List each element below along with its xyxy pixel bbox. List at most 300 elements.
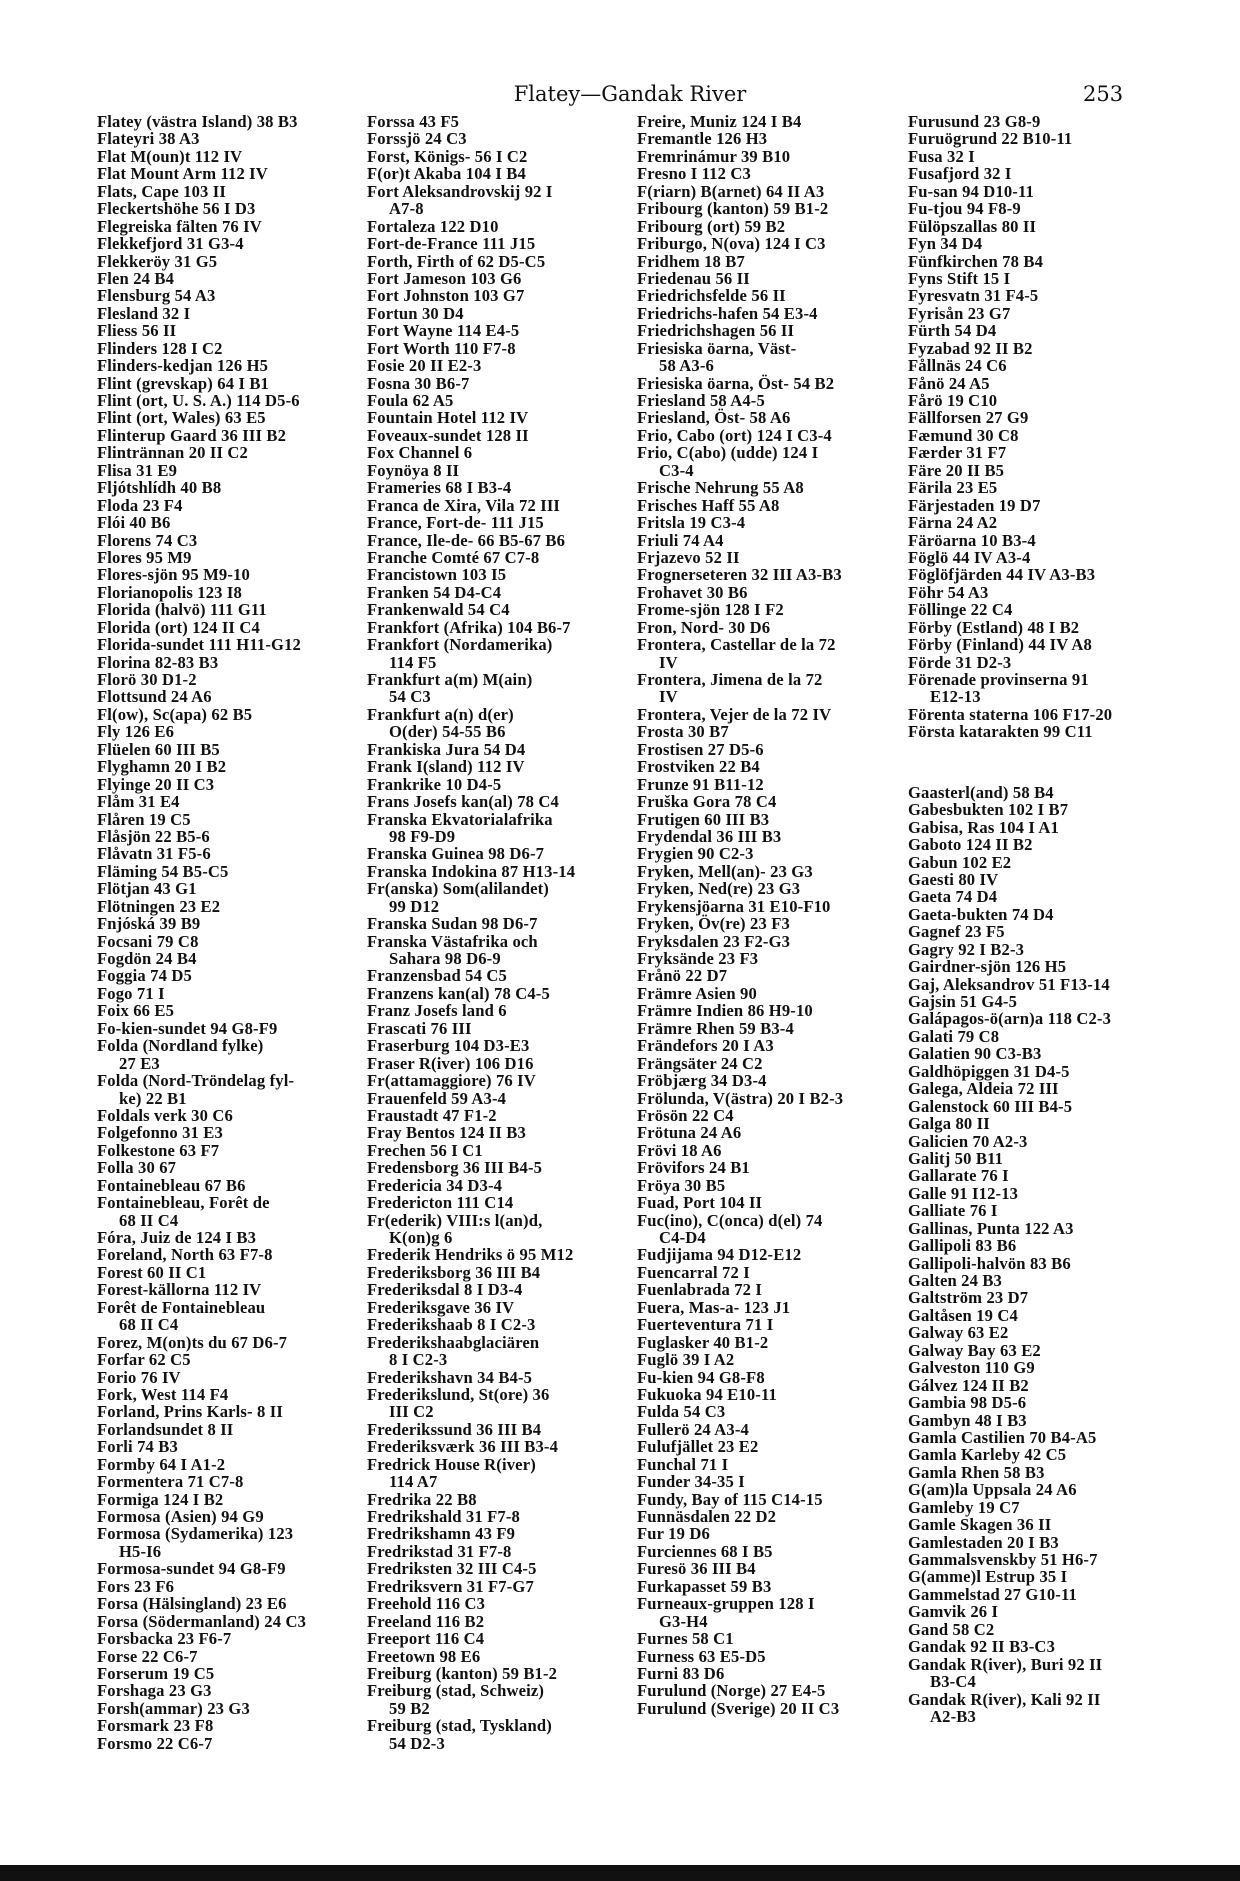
index-entry xyxy=(637,584,909,601)
index-entry-text: Flötningen 23 E2 xyxy=(97,896,221,916)
page-number: 253 xyxy=(1083,82,1124,106)
index-entry-text: Forssa 43 F5 xyxy=(367,112,460,131)
index-entry-text: F(or)t Akaba 104 I B4 xyxy=(367,164,526,184)
index-entry-text: Frankfort (Nordamerika) xyxy=(367,635,553,655)
index-entry xyxy=(637,340,909,375)
index-entry xyxy=(97,741,369,758)
index-entry xyxy=(908,671,1180,706)
index-entry xyxy=(97,1369,369,1386)
index-entry xyxy=(637,322,909,339)
index-entry-text: Fleckertshöhe 56 I D3 xyxy=(97,199,256,219)
index-entry xyxy=(367,1508,639,1525)
index-entry-text: Galliate 76 I xyxy=(908,1201,998,1221)
index-entry-text: Frameries 68 I B3-4 xyxy=(367,478,512,498)
index-entry xyxy=(637,253,909,270)
index-entry-text: Fritsla 19 C3-4 xyxy=(637,513,746,533)
index-entry xyxy=(908,200,1180,217)
index-entry xyxy=(637,479,909,496)
index-entry xyxy=(637,671,909,706)
index-entry-text: Frognerseteren 32 III A3-B3 xyxy=(637,565,842,585)
index-entry xyxy=(637,1665,909,1682)
index-entry xyxy=(367,1525,639,1542)
index-entry-continuation: 98 F9-D9 xyxy=(389,826,456,846)
index-entry xyxy=(367,1456,639,1491)
index-entry-text: Frio, Cabo (ort) 124 I C3-4 xyxy=(637,425,832,445)
index-entry xyxy=(908,1063,1180,1080)
index-entry-text: Fredrikstad 31 F7-8 xyxy=(367,1541,512,1561)
index-entry-text: Forserum 19 C5 xyxy=(97,1663,215,1683)
index-entry-text: Fogo 71 I xyxy=(97,983,165,1003)
index-entry xyxy=(908,532,1180,549)
index-entry-continuation: O(der) 54-55 B6 xyxy=(389,722,506,742)
index-entry xyxy=(97,1438,369,1455)
index-entry-text: Gabesbukten 102 I B7 xyxy=(908,800,1069,820)
index-entry-text: Gallarate 76 I xyxy=(908,1166,1009,1186)
index-entry-text: Färna 24 A2 xyxy=(908,513,998,533)
index-entry xyxy=(908,976,1180,993)
scan-border xyxy=(0,1865,1240,1881)
index-entry xyxy=(97,340,369,357)
index-entry-text: Gaj, Aleksandrov 51 F13-14 xyxy=(908,974,1110,994)
index-entry xyxy=(637,741,909,758)
index-entry-text: Fort Johnston 103 G7 xyxy=(367,286,525,306)
index-entry-text: Fu-kien 94 G8-F8 xyxy=(637,1367,765,1387)
index-entry xyxy=(97,880,369,897)
index-entry xyxy=(908,1656,1180,1691)
index-entry-text: Galega, Aldeia 72 III xyxy=(908,1079,1059,1099)
index-entry-text: Flatey (västra Island) 38 B3 xyxy=(97,112,298,131)
index-entry-text: Foldals verk 30 C6 xyxy=(97,1105,233,1125)
index-entry-text: Gálvez 124 II B2 xyxy=(908,1375,1029,1395)
index-entry xyxy=(637,758,909,775)
index-entry-text: Fläming 54 B5-C5 xyxy=(97,861,229,881)
index-entry-text: Frome-sjön 128 I F2 xyxy=(637,600,784,620)
index-entry xyxy=(908,1045,1180,1062)
index-entry xyxy=(908,1289,1180,1306)
index-entry-text: Fürth 54 D4 xyxy=(908,321,997,341)
index-entry xyxy=(908,871,1180,888)
index-entry xyxy=(637,532,909,549)
index-entry-text: Färe 20 II B5 xyxy=(908,460,1005,480)
index-entry xyxy=(367,1543,639,1560)
index-entry-text: Freeland 116 B2 xyxy=(367,1611,485,1631)
index-entry-text: Frövi 18 A6 xyxy=(637,1140,722,1160)
index-entry xyxy=(367,497,639,514)
index-entry xyxy=(367,532,639,549)
index-entry xyxy=(367,758,639,775)
index-entry-text: Frische Nehrung 55 A8 xyxy=(637,478,804,498)
index-entry-text: Fudjijama 94 D12-E12 xyxy=(637,1245,802,1265)
index-entry xyxy=(637,1177,909,1194)
index-entry-text: Foggia 74 D5 xyxy=(97,966,192,986)
index-entry xyxy=(367,479,639,496)
index-entry-text: Færder 31 F7 xyxy=(908,443,1007,463)
index-entry-continuation: C3-4 xyxy=(659,460,694,480)
index-entry xyxy=(367,1717,639,1752)
index-entry-continuation: 114 A7 xyxy=(389,1472,438,1492)
index-entry-continuation: A2-B3 xyxy=(930,1706,976,1726)
index-entry xyxy=(908,409,1180,426)
index-entry-text: Forshaga 23 G3 xyxy=(97,1681,212,1701)
index-entry xyxy=(367,1334,639,1369)
index-entry-text: Frohavet 30 B6 xyxy=(637,582,748,602)
index-entry-text: Frölunda, V(ästra) 20 I B2-3 xyxy=(637,1088,844,1108)
index-entry xyxy=(637,1264,909,1281)
index-entry-text: Fünfkirchen 78 B4 xyxy=(908,251,1044,271)
index-entry-text: Fredrika 22 B8 xyxy=(367,1489,477,1509)
index-entry-text: Friesiska öarna, Väst- xyxy=(637,338,797,358)
index-entry-text: Frosta 30 B7 xyxy=(637,722,729,742)
index-entry-text: Gaasterl(and) 58 B4 xyxy=(908,782,1054,802)
index-entry xyxy=(367,636,639,671)
index-entry xyxy=(908,1638,1180,1655)
index-entry-text: Forsa (Södermanland) 24 C3 xyxy=(97,1611,307,1631)
index-entry-text: Gabisa, Ras 104 I A1 xyxy=(908,817,1059,837)
index-entry xyxy=(367,148,639,165)
index-entry-text: Fogdön 24 B4 xyxy=(97,949,197,968)
index-entry xyxy=(637,375,909,392)
index-entry xyxy=(637,933,909,950)
index-entry-text: Galtström 23 D7 xyxy=(908,1288,1029,1308)
index-entry-text: Föglö 44 IV A3-4 xyxy=(908,547,1031,567)
index-entry-text: Galga 80 II xyxy=(908,1114,990,1134)
index-entry xyxy=(367,985,639,1002)
index-entry-text: Folla 30 67 xyxy=(97,1158,177,1178)
index-entry-continuation: IV xyxy=(659,687,678,707)
index-entry-text: Fortun 30 D4 xyxy=(367,303,464,323)
index-entry-text: Förenta staterna 106 F17-20 xyxy=(908,704,1113,724)
index-entry xyxy=(97,218,369,235)
index-entry xyxy=(908,784,1180,801)
index-entry xyxy=(637,392,909,409)
index-entry-continuation: A7-8 xyxy=(389,199,424,219)
index-entry-continuation: K(on)g 6 xyxy=(389,1228,453,1247)
index-entry xyxy=(637,1630,909,1647)
index-entry-text: Franzens kan(al) 78 C4-5 xyxy=(367,983,550,1003)
index-entry xyxy=(367,253,639,270)
index-entry-text: Galdhöpiggen 31 D4-5 xyxy=(908,1061,1070,1081)
index-entry-text: Färjestaden 19 D7 xyxy=(908,495,1041,515)
index-entry-text: Foveaux-sundet 128 II xyxy=(367,425,529,445)
index-entry xyxy=(367,1665,639,1682)
index-entry-text: Fork, West 114 F4 xyxy=(97,1384,229,1404)
index-entry xyxy=(637,444,909,479)
index-entry-text: Franska Sudan 98 D6-7 xyxy=(367,914,538,934)
index-entry xyxy=(367,1299,639,1316)
index-entry-text: Fusa 32 I xyxy=(908,146,975,166)
index-entry xyxy=(97,1578,369,1595)
index-entry-text: Floda 23 F4 xyxy=(97,495,183,515)
index-entry-text: Freire, Muniz 124 I B4 xyxy=(637,112,802,131)
index-entry-text: Frankiska Jura 54 D4 xyxy=(367,739,526,759)
index-entry xyxy=(908,1551,1180,1568)
index-entry-text: Fredrick House R(iver) xyxy=(367,1454,536,1474)
index-entry-text: Föglöfjärden 44 IV A3-B3 xyxy=(908,565,1096,585)
index-entry xyxy=(97,1735,369,1752)
index-entry xyxy=(97,793,369,810)
index-entry-text: Fosna 30 B6-7 xyxy=(367,373,470,393)
index-entry-text: Focsani 79 C8 xyxy=(97,931,199,951)
index-entry xyxy=(367,1002,639,1019)
index-entry xyxy=(637,1281,909,1298)
index-entry-text: Fröya 30 B5 xyxy=(637,1175,726,1195)
index-entry xyxy=(908,1307,1180,1324)
index-entry-text: Fæmund 30 C8 xyxy=(908,425,1019,445)
index-entry xyxy=(367,1421,639,1438)
index-entry xyxy=(97,1020,369,1037)
index-entry-text: Franz Josefs land 6 xyxy=(367,1001,507,1021)
index-entry-text: Frånö 22 D7 xyxy=(637,966,728,986)
index-entry xyxy=(637,409,909,426)
index-entry xyxy=(908,1534,1180,1551)
index-entry-text: Föhr 54 A3 xyxy=(908,582,989,602)
index-entry-text: Fuera, Mas-a- 123 J1 xyxy=(637,1297,791,1317)
index-entry-text: Frontera, Jimena de la 72 xyxy=(637,670,823,689)
index-entry xyxy=(367,933,639,968)
index-entry xyxy=(367,1281,639,1298)
index-entry-text: Forsbacka 23 F6-7 xyxy=(97,1629,232,1649)
index-entry xyxy=(908,462,1180,479)
index-entry xyxy=(367,235,639,252)
index-entry-text: Främre Indien 86 H9-10 xyxy=(637,1001,813,1021)
index-entry xyxy=(908,287,1180,304)
index-entry xyxy=(637,113,909,130)
index-entry xyxy=(637,880,909,897)
index-entry-text: Florida-sundet 111 H11-G12 xyxy=(97,635,301,655)
index-entry xyxy=(97,1334,369,1351)
index-entry-text: Gamlestaden 20 I B3 xyxy=(908,1532,1059,1552)
index-entry xyxy=(97,200,369,217)
index-entry-text: Färöarna 10 B3-4 xyxy=(908,530,1036,550)
index-entry-text: Fredensborg 36 III B4-5 xyxy=(367,1158,543,1178)
index-entry xyxy=(637,723,909,740)
index-entry xyxy=(908,706,1180,723)
index-entry-text: Fo-kien-sundet 94 G8-F9 xyxy=(97,1018,278,1038)
index-entry xyxy=(97,619,369,636)
index-entry-text: Flinders-kedjan 126 H5 xyxy=(97,356,269,376)
index-entry-continuation: IV xyxy=(659,652,678,672)
index-entry xyxy=(97,165,369,182)
index-entry-text: Freetown 98 E6 xyxy=(367,1646,481,1666)
index-entry-text: Föllinge 22 C4 xyxy=(908,600,1013,620)
index-entry xyxy=(367,845,639,862)
index-entry xyxy=(367,967,639,984)
index-entry xyxy=(908,1446,1180,1463)
index-entry-text: Folda (Nordland fylke) xyxy=(97,1036,264,1056)
index-entry xyxy=(97,1142,369,1159)
index-entry-text: F(riarn) B(arnet) 64 II A3 xyxy=(637,181,825,201)
index-entry-continuation: III C2 xyxy=(389,1402,434,1422)
index-entry-text: Foix 66 E5 xyxy=(97,1001,175,1021)
index-entry-text: Galenstock 60 III B4-5 xyxy=(908,1096,1073,1116)
index-entry-text: Gammalsvenskby 51 H6-7 xyxy=(908,1550,1098,1569)
index-entry xyxy=(637,1648,909,1665)
index-entry xyxy=(367,375,639,392)
index-entry xyxy=(97,1525,369,1560)
index-entry-text: Formby 64 I A1-2 xyxy=(97,1454,226,1474)
index-entry xyxy=(367,409,639,426)
index-entry xyxy=(637,619,909,636)
index-entry xyxy=(637,130,909,147)
index-entry-continuation: 59 B2 xyxy=(389,1698,430,1718)
index-entry xyxy=(97,462,369,479)
index-entry-continuation: 58 A3-6 xyxy=(659,356,714,376)
index-entry xyxy=(367,287,639,304)
index-entry-text: Furneaux-gruppen 128 I xyxy=(637,1594,815,1614)
index-entry xyxy=(97,392,369,409)
index-entry-text: Formentera 71 C7-8 xyxy=(97,1472,244,1492)
index-entry-text: Florianopolis 123 I8 xyxy=(97,582,242,602)
index-entry-text: Forsh(ammar) 23 G3 xyxy=(97,1698,250,1718)
index-entry-text: Frankfurt a(n) d(er) xyxy=(367,704,514,724)
index-entry xyxy=(637,497,909,514)
index-entry-text: Fu-san 94 D10-11 xyxy=(908,181,1034,201)
index-entry xyxy=(97,1421,369,1438)
index-entry-text: Fr(attamaggiore) 76 IV xyxy=(367,1071,536,1091)
index-entry-text: Galicien 70 A2-3 xyxy=(908,1131,1028,1151)
index-entry-text: G(amme)l Estrup 35 I xyxy=(908,1567,1068,1587)
index-entry xyxy=(367,340,639,357)
index-entry xyxy=(637,1194,909,1211)
index-entry-text: Fort Wayne 114 E4-5 xyxy=(367,321,520,341)
index-entry-text: Förde 31 D2-3 xyxy=(908,652,1012,672)
index-entry-text: Fyns Stift 15 I xyxy=(908,268,1011,288)
index-entry xyxy=(97,1508,369,1525)
index-entry xyxy=(367,113,639,130)
index-entry xyxy=(637,1560,909,1577)
index-entry-text: Fulda 54 C3 xyxy=(637,1402,726,1422)
index-entry-text: Furulund (Norge) 27 E4-5 xyxy=(637,1681,826,1701)
index-entry xyxy=(367,444,639,461)
index-entry xyxy=(908,235,1180,252)
index-entry-text: Franken 54 D4-C4 xyxy=(367,582,502,602)
index-entry-text: Flores-sjön 95 M9-10 xyxy=(97,565,250,585)
index-entry-text: Fox Channel 6 xyxy=(367,443,473,463)
index-entry xyxy=(637,305,909,322)
index-entry-text: Främre Asien 90 xyxy=(637,983,757,1003)
index-entry-text: Galle 91 I12-13 xyxy=(908,1183,1019,1203)
index-entry-text: Gamleby 19 C7 xyxy=(908,1497,1020,1517)
index-entry xyxy=(637,1107,909,1124)
index-entry-text: Forsmo 22 C6-7 xyxy=(97,1733,213,1753)
index-entry-text: Första katarakten 99 C11 xyxy=(908,722,1093,742)
index-entry xyxy=(908,1167,1180,1184)
index-entry xyxy=(97,1630,369,1647)
index-entry xyxy=(97,305,369,322)
index-entry xyxy=(97,1456,369,1473)
index-entry xyxy=(908,1499,1180,1516)
index-entry-text: Flesland 32 I xyxy=(97,303,191,323)
index-entry xyxy=(97,1613,369,1630)
index-entry-text: Fóra, Juiz de 124 I B3 xyxy=(97,1228,257,1247)
index-entry-text: France, Fort-de- 111 J15 xyxy=(367,513,544,533)
index-entry-text: Furnes 58 C1 xyxy=(637,1629,734,1649)
index-entry-text: Frydendal 36 III B3 xyxy=(637,826,782,846)
index-entry xyxy=(637,514,909,531)
index-entry xyxy=(637,1212,909,1247)
index-entry-text: Forssjö 24 C3 xyxy=(367,129,467,149)
index-entry-text: Fryken, Öv(re) 23 F3 xyxy=(637,914,790,934)
index-entry xyxy=(367,706,639,741)
index-entry xyxy=(637,1543,909,1560)
index-entry xyxy=(367,183,639,218)
index-entry-text: Frio, C(abo) (udde) 124 I xyxy=(637,443,819,463)
index-entry xyxy=(367,270,639,287)
index-entry-text: Forli 74 B3 xyxy=(97,1437,178,1457)
index-entry xyxy=(97,1124,369,1141)
index-entry-text: Flüelen 60 III B5 xyxy=(97,739,220,759)
index-entry xyxy=(908,1377,1180,1394)
index-entry xyxy=(97,183,369,200)
index-entry-text: Forest 60 II C1 xyxy=(97,1262,207,1282)
index-entry-text: Forio 76 IV xyxy=(97,1367,181,1387)
index-entry xyxy=(908,1691,1180,1726)
index-entry-text: Fresno I 112 C3 xyxy=(637,164,751,184)
index-entry xyxy=(637,811,909,828)
index-entry-text: Frontera, Castellar de la 72 xyxy=(637,635,836,655)
index-entry-text: Frederiksborg 36 III B4 xyxy=(367,1262,541,1282)
index-entry xyxy=(367,880,639,915)
index-entry xyxy=(367,671,639,706)
index-entry-text: Frederikshaabglaciären xyxy=(367,1332,540,1352)
index-entry-continuation: 68 II C4 xyxy=(119,1315,179,1335)
index-entry-text: Gamle Skagen 36 II xyxy=(908,1515,1052,1535)
index-entry-text: Frötuna 24 A6 xyxy=(637,1123,742,1143)
index-entry-text: Gambia 98 D5-6 xyxy=(908,1393,1027,1413)
index-entry-text: Flat M(oun)t 112 IV xyxy=(97,146,243,166)
index-entry xyxy=(97,444,369,461)
index-entry-text: Gamla Karleby 42 C5 xyxy=(908,1445,1067,1465)
index-entry-text: Fuglö 39 I A2 xyxy=(637,1350,735,1370)
index-entry-text: Fredrikshald 31 F7-8 xyxy=(367,1507,520,1526)
index-entry-text: Galway Bay 63 E2 xyxy=(908,1340,1041,1360)
index-entry xyxy=(637,1124,909,1141)
index-entry-text: Fly 126 E6 xyxy=(97,722,175,742)
index-entry xyxy=(97,950,369,967)
index-entry xyxy=(637,793,909,810)
index-entry-text: Flateyri 38 A3 xyxy=(97,129,200,149)
index-entry xyxy=(97,985,369,1002)
index-entry xyxy=(367,305,639,322)
index-entry-text: Gagnef 23 F5 xyxy=(908,922,1005,942)
index-entry xyxy=(367,357,639,374)
index-entry xyxy=(908,1429,1180,1446)
index-column-4 xyxy=(908,113,1180,1725)
index-entry xyxy=(908,923,1180,940)
index-entry-text: Frankenwald 54 C4 xyxy=(367,600,510,620)
index-entry-text: Gallipoli-halvön 83 B6 xyxy=(908,1253,1071,1273)
index-entry-text: Formosa (Asien) 94 G9 xyxy=(97,1507,264,1526)
index-entry-text: Furulund (Sverige) 20 II C3 xyxy=(637,1698,840,1718)
index-entry xyxy=(367,1595,639,1612)
index-entry-text: Frösön 22 C4 xyxy=(637,1105,734,1125)
index-entry-text: Florina 82-83 B3 xyxy=(97,652,219,672)
index-entry xyxy=(97,1037,369,1072)
index-entry xyxy=(97,1700,369,1717)
index-entry-text: Fryksände 23 F3 xyxy=(637,949,759,968)
index-entry-text: Frykensjöarna 31 E10-F10 xyxy=(637,896,831,916)
index-entry xyxy=(908,1028,1180,1045)
index-entry-text: Fullerö 24 A3-4 xyxy=(637,1419,749,1439)
index-entry-text: Friedrichsfelde 56 II xyxy=(637,286,786,306)
index-entry xyxy=(637,776,909,793)
index-entry xyxy=(97,322,369,339)
index-entry xyxy=(908,497,1180,514)
index-entry-text: Flekkeröy 31 G5 xyxy=(97,251,218,271)
index-entry-text: Frankfurt a(m) M(ain) xyxy=(367,670,533,689)
index-entry-text: Förenade provinserna 91 xyxy=(908,670,1089,689)
index-entry xyxy=(637,427,909,444)
